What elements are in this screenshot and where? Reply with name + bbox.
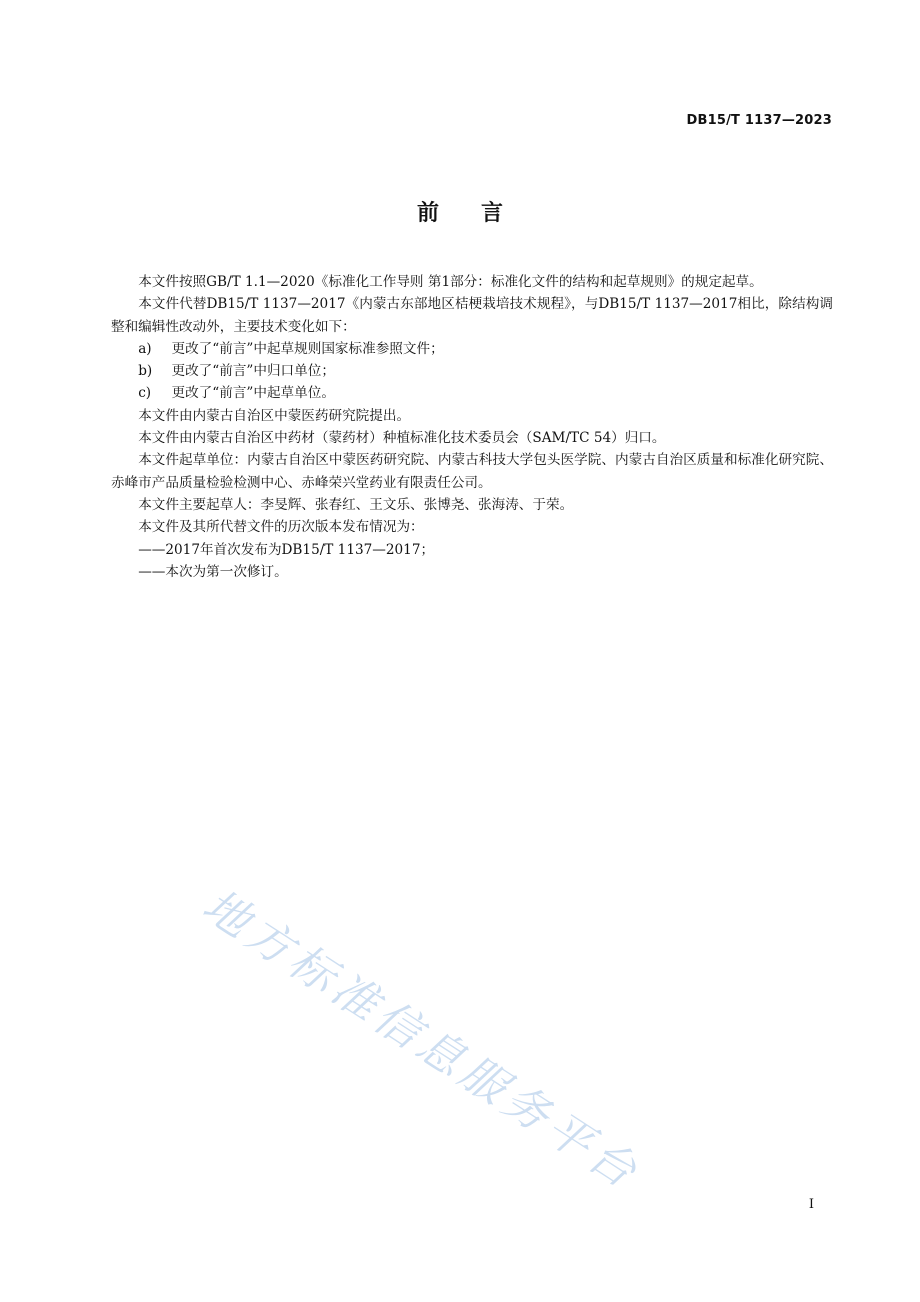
foreword-body — [111, 271, 833, 583]
list-text: 更改了“前言”中起草规则国家标准参照文件； — [171, 340, 444, 357]
page-number: I — [808, 1197, 814, 1212]
list-marker: b) — [138, 363, 153, 380]
paragraph-drafting-units: 本文件起草单位：内蒙古自治区中蒙医药研究院、内蒙古科技大学包头医学院、内蒙古自治区质量和标准化研究院、赤峰市产品质量检验检测中心、赤峰荣兴堂药业有限责任公司。 — [111, 452, 833, 491]
paragraph-history-intro: 本文件及其所代替文件的历次版本发布情况为： — [138, 519, 424, 536]
list-item — [111, 360, 833, 382]
document-code: DB15/T 1137—2023 — [686, 113, 832, 128]
history-item: ——2017年首次发布为DB15/T 1137—2017； — [138, 541, 435, 558]
list-text: 更改了“前言”中归口单位； — [171, 363, 335, 380]
list-item — [111, 382, 833, 404]
paragraph-proposer: 本文件由内蒙古自治区中蒙医药研究院提出。 — [138, 407, 411, 424]
watermark: 地方标准信息服务平台 — [193, 878, 651, 1201]
history-item: ——本次为第一次修订。 — [138, 563, 288, 580]
paragraph-centralized-unit: 本文件由内蒙古自治区中药材（蒙药材）种植标准化技术委员会（SAM/TC 54）归口。 — [138, 430, 666, 447]
paragraph-replacement: 本文件代替DB15/T 1137—2017《内蒙古东部地区桔梗栽培技术规程》，与DB15/T 1137—2017相比，除结构调整和编辑性改动外，主要技术变化如下： — [111, 296, 833, 335]
list-item — [111, 338, 833, 360]
paragraph-drafters: 本文件主要起草人：李旻辉、张春红、王文乐、张博尧、张海涛、于荣。 — [138, 496, 574, 513]
list-marker: c) — [138, 385, 152, 402]
list-text: 更改了“前言”中起草单位。 — [171, 385, 335, 402]
paragraph-drafting-rules: 本文件按照GB/T 1.1—2020《标准化工作导则 第1部分：标准化文件的结构和起草规则》的规定起草。 — [138, 274, 763, 290]
list-marker: a) — [138, 340, 152, 357]
page-title: 前言 — [416, 201, 545, 226]
